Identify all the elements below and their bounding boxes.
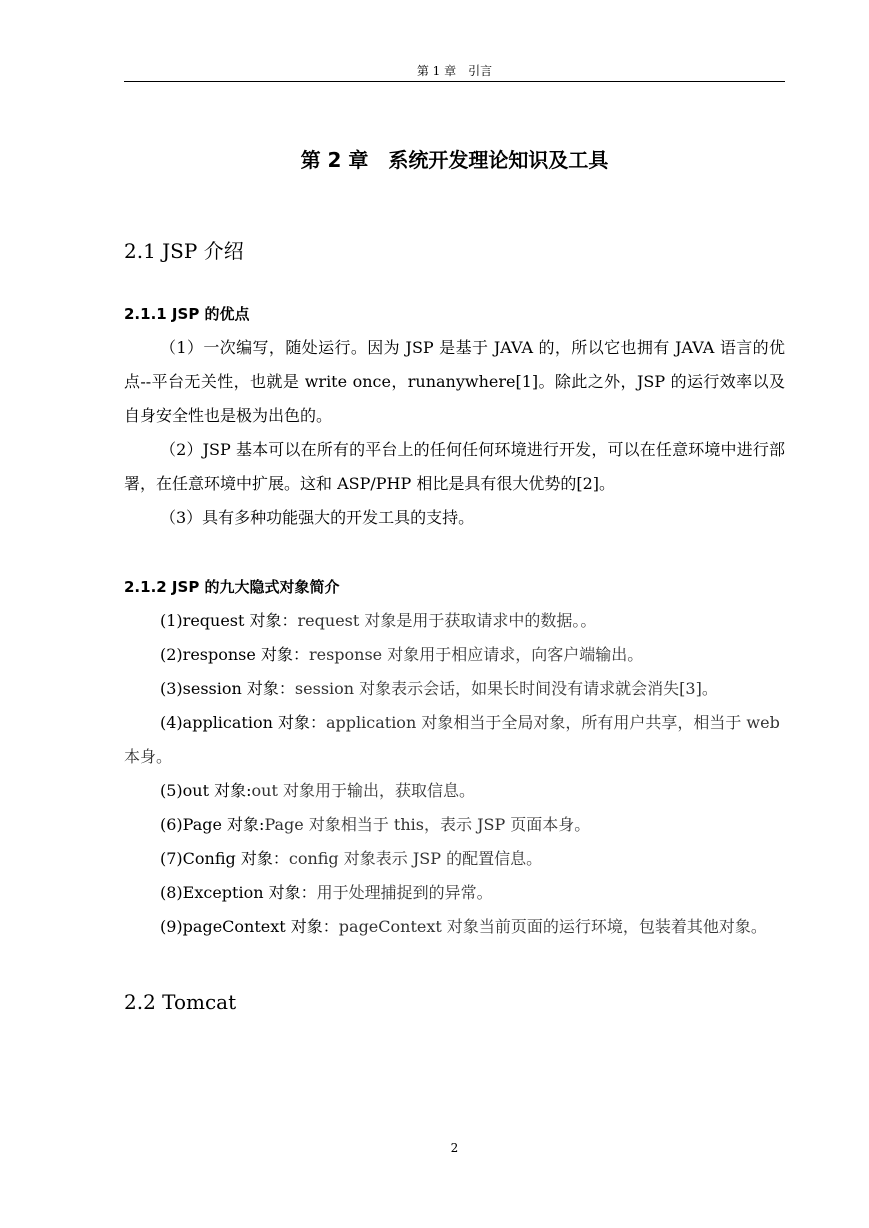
item-desc: out 对象用于输出，获取信息。 xyxy=(251,781,475,800)
item-desc: application 对象相当于全局对象，所有用户共享，相当于 web 本身。 xyxy=(124,713,780,766)
paragraph-advantage-3: （3）具有多种功能强大的开发工具的支持。 xyxy=(160,508,475,527)
item-desc: config 对象表示 JSP 的配置信息。 xyxy=(288,849,543,868)
list-item-pagecontext xyxy=(124,910,785,944)
item-label: (1)request 对象： xyxy=(160,611,298,630)
item-desc: pageContext 对象当前页面的运行环境，包装着其他对象。 xyxy=(338,917,767,936)
section-heading-2-1: 2.1 JSP 介绍 xyxy=(124,239,244,263)
item-label: (4)application 对象： xyxy=(160,713,326,732)
list-item-page xyxy=(124,808,785,842)
list-item-exception xyxy=(124,876,785,910)
item-label: (5)out 对象: xyxy=(160,781,252,800)
page-number: 2 xyxy=(450,1141,459,1155)
running-header: 第 1 章 引言 xyxy=(416,64,493,78)
item-desc: request 对象是用于获取请求中的数据。。 xyxy=(297,611,597,630)
paragraph-advantage-1: （1）一次编写，随处运行。因为 JSP 是基于 JAVA 的，所以它也拥有 JAVA 语言的优点--平台无关性，也就是 write once，runanywhere[1]。除此之外，JSP 的运行效率以及自身安全性也是极为出色的。 xyxy=(124,338,785,425)
item-desc: 用于处理捕捉到的异常。 xyxy=(316,883,493,902)
chapter-title: 第 2 章 系统开发理论知识及工具 xyxy=(300,148,609,172)
item-label: (3)session 对象： xyxy=(160,679,295,698)
subsection-heading-2-1-2: 2.1.2 JSP 的九大隐式对象简介 xyxy=(124,578,340,596)
item-label: (6)Page 对象: xyxy=(160,815,265,834)
item-desc: session 对象表示会话，如果长时间没有请求就会消失[3]。 xyxy=(294,679,718,698)
item-label: (9)pageContext 对象： xyxy=(160,917,339,936)
header-rule xyxy=(124,81,785,82)
list-item-session xyxy=(124,672,785,706)
list-item-response xyxy=(124,638,785,672)
item-label: (8)Exception 对象： xyxy=(160,883,317,902)
list-item-request xyxy=(124,604,785,638)
item-desc: response 对象用于相应请求，向客户端输出。 xyxy=(308,645,644,664)
list-item-application xyxy=(124,706,785,774)
paragraph-advantage-2: （2）JSP 基本可以在所有的平台上的任何任何环境进行开发，可以在任意环境中进行部署，在任意环境中扩展。这和 ASP/PHP 相比是具有很大优势的[2]。 xyxy=(124,440,785,493)
item-label: (2)response 对象： xyxy=(160,645,309,664)
item-desc: Page 对象相当于 this，表示 JSP 页面本身。 xyxy=(264,815,591,834)
section-heading-2-2: 2.2 Tomcat xyxy=(124,990,237,1014)
item-label: (7)Config 对象： xyxy=(160,849,289,868)
list-item-out xyxy=(124,774,785,808)
list-item-config xyxy=(124,842,785,876)
subsection-heading-2-1-1: 2.1.1 JSP 的优点 xyxy=(124,305,250,323)
